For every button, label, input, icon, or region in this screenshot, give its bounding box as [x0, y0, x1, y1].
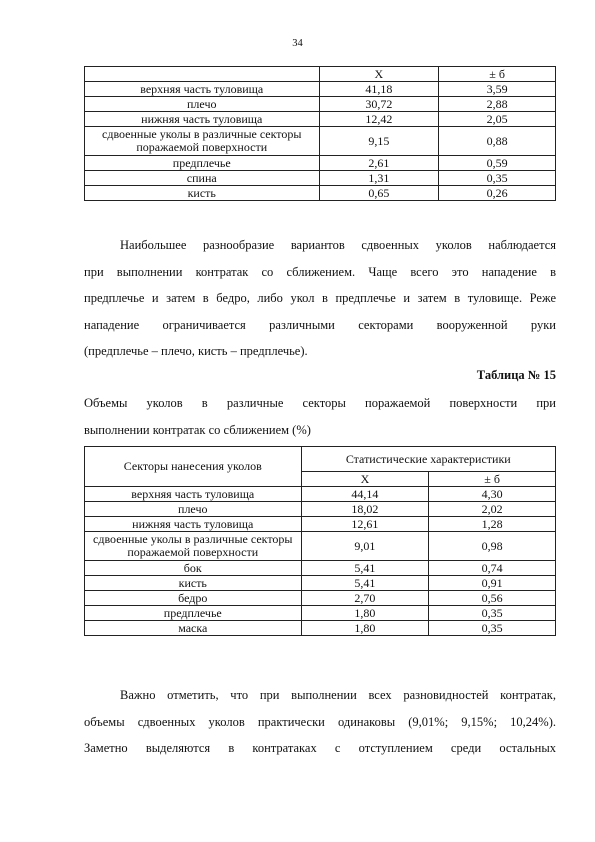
body-paragraph — [84, 232, 556, 365]
table-cell: 44,14 — [301, 487, 429, 502]
table-header-cell: X — [301, 472, 429, 487]
table-header-row — [85, 67, 556, 82]
table-cell: 0,56 — [429, 591, 556, 606]
table-cell: 5,41 — [301, 576, 429, 591]
table-cell: 2,02 — [429, 502, 556, 517]
paragraph-line: при выполнении контратак со сближением. Чаще всего это нападение в — [84, 264, 556, 279]
paragraph-line: предплечье и затем в бедро, либо укол в предплечье и затем в туловище. Реже — [84, 291, 556, 305]
table-cell: 0,88 — [439, 127, 556, 156]
sector-stats-table — [84, 66, 556, 201]
table-cell: бедро — [85, 591, 302, 606]
table-cell: нижняя часть туловища — [85, 517, 302, 532]
body-paragraph — [84, 682, 556, 762]
table-cell: 4,30 — [429, 487, 556, 502]
table-cell: 1,28 — [429, 517, 556, 532]
table-cell: кисть — [85, 186, 320, 201]
table-row — [85, 127, 556, 156]
table-row — [85, 576, 556, 591]
table-header-row — [85, 447, 556, 472]
table-cell: 12,61 — [301, 517, 429, 532]
table-cell: кисть — [85, 576, 302, 591]
table-cell: 2,70 — [301, 591, 429, 606]
table-cell: сдвоенные уколы в различные секторы поражаемой поверхности — [85, 532, 302, 561]
table-cell: верхняя часть туловища — [85, 82, 320, 97]
table-cell: верхняя часть туловища — [85, 487, 302, 502]
table-header-cell: Секторы нанесения уколов — [85, 447, 302, 487]
table-cell: 0,91 — [429, 576, 556, 591]
caption-line: Объемы уколов в различные секторы поражаемой поверхности при — [84, 396, 556, 410]
table-cell: нижняя часть туловища — [85, 112, 320, 127]
table-row — [85, 82, 556, 97]
table-cell: плечо — [85, 97, 320, 112]
table-cell: 0,59 — [439, 156, 556, 171]
paragraph-line: Заметно выделяются в контратаках с отступлением среди остальных — [84, 741, 556, 755]
table-row — [85, 621, 556, 636]
table-header-cell: ± б — [439, 67, 556, 82]
table-row — [85, 532, 556, 561]
table-row — [85, 156, 556, 171]
table-row — [85, 112, 556, 127]
table-cell: 18,02 — [301, 502, 429, 517]
table-row — [85, 591, 556, 606]
table-cell: маска — [85, 621, 302, 636]
table-row — [85, 606, 556, 621]
table-cell: бок — [85, 561, 302, 576]
table-cell: 12,42 — [319, 112, 439, 127]
table-row — [85, 487, 556, 502]
table-cell: 0,35 — [429, 621, 556, 636]
table-cell: 3,59 — [439, 82, 556, 97]
table-cell: сдвоенные уколы в различные секторы поражаемой поверхности — [85, 127, 320, 156]
table-cell: 5,41 — [301, 561, 429, 576]
paragraph-line: (предплечье – плечо, кисть – предплечье). — [84, 344, 308, 358]
paragraph-line: объемы сдвоенных уколов практически одинаковы (9,01%; 9,15%; 10,24%). — [84, 714, 556, 729]
table-cell: 9,01 — [301, 532, 429, 561]
table-row — [85, 97, 556, 112]
table-cell: 1,80 — [301, 621, 429, 636]
table-cell: 0,35 — [429, 606, 556, 621]
table-cell: 30,72 — [319, 97, 439, 112]
caption-line: выполнении контратак со сближением (%) — [84, 422, 311, 437]
table-caption — [84, 390, 556, 443]
table-header-cell: Статистические характеристики — [301, 447, 555, 472]
table-row — [85, 186, 556, 201]
paragraph-line: нападение ограничивается различными секторами вооруженной руки — [84, 317, 556, 332]
table-cell: 9,15 — [319, 127, 439, 156]
table-cell: 2,88 — [439, 97, 556, 112]
paragraph-line: Наибольшее разнообразие вариантов сдвоенных уколов наблюдается — [120, 238, 556, 252]
table-row — [85, 517, 556, 532]
table-cell: 0,26 — [439, 186, 556, 201]
table-header-cell: ± б — [429, 472, 556, 487]
table-cell: 0,35 — [439, 171, 556, 186]
table-cell: 0,74 — [429, 561, 556, 576]
table-row — [85, 171, 556, 186]
paragraph-line: Важно отметить, что при выполнении всех разновидностей контратак, — [120, 688, 556, 702]
table-cell: плечо — [85, 502, 302, 517]
table-cell: 1,80 — [301, 606, 429, 621]
table-cell: 2,61 — [319, 156, 439, 171]
counterattack-stats-table — [84, 446, 556, 636]
page-number: 34 — [292, 38, 303, 49]
table-label: Таблица № 15 — [476, 368, 556, 382]
table-row — [85, 561, 556, 576]
table-cell: 2,05 — [439, 112, 556, 127]
table-cell: 0,65 — [319, 186, 439, 201]
table-cell: 1,31 — [319, 171, 439, 186]
table-row — [85, 502, 556, 517]
table-cell: спина — [85, 171, 320, 186]
table-cell: предплечье — [85, 606, 302, 621]
table-cell: предплечье — [85, 156, 320, 171]
table-cell: 41,18 — [319, 82, 439, 97]
table-cell: 0,98 — [429, 532, 556, 561]
table-header-cell — [85, 67, 320, 82]
table-header-cell: X — [319, 67, 439, 82]
